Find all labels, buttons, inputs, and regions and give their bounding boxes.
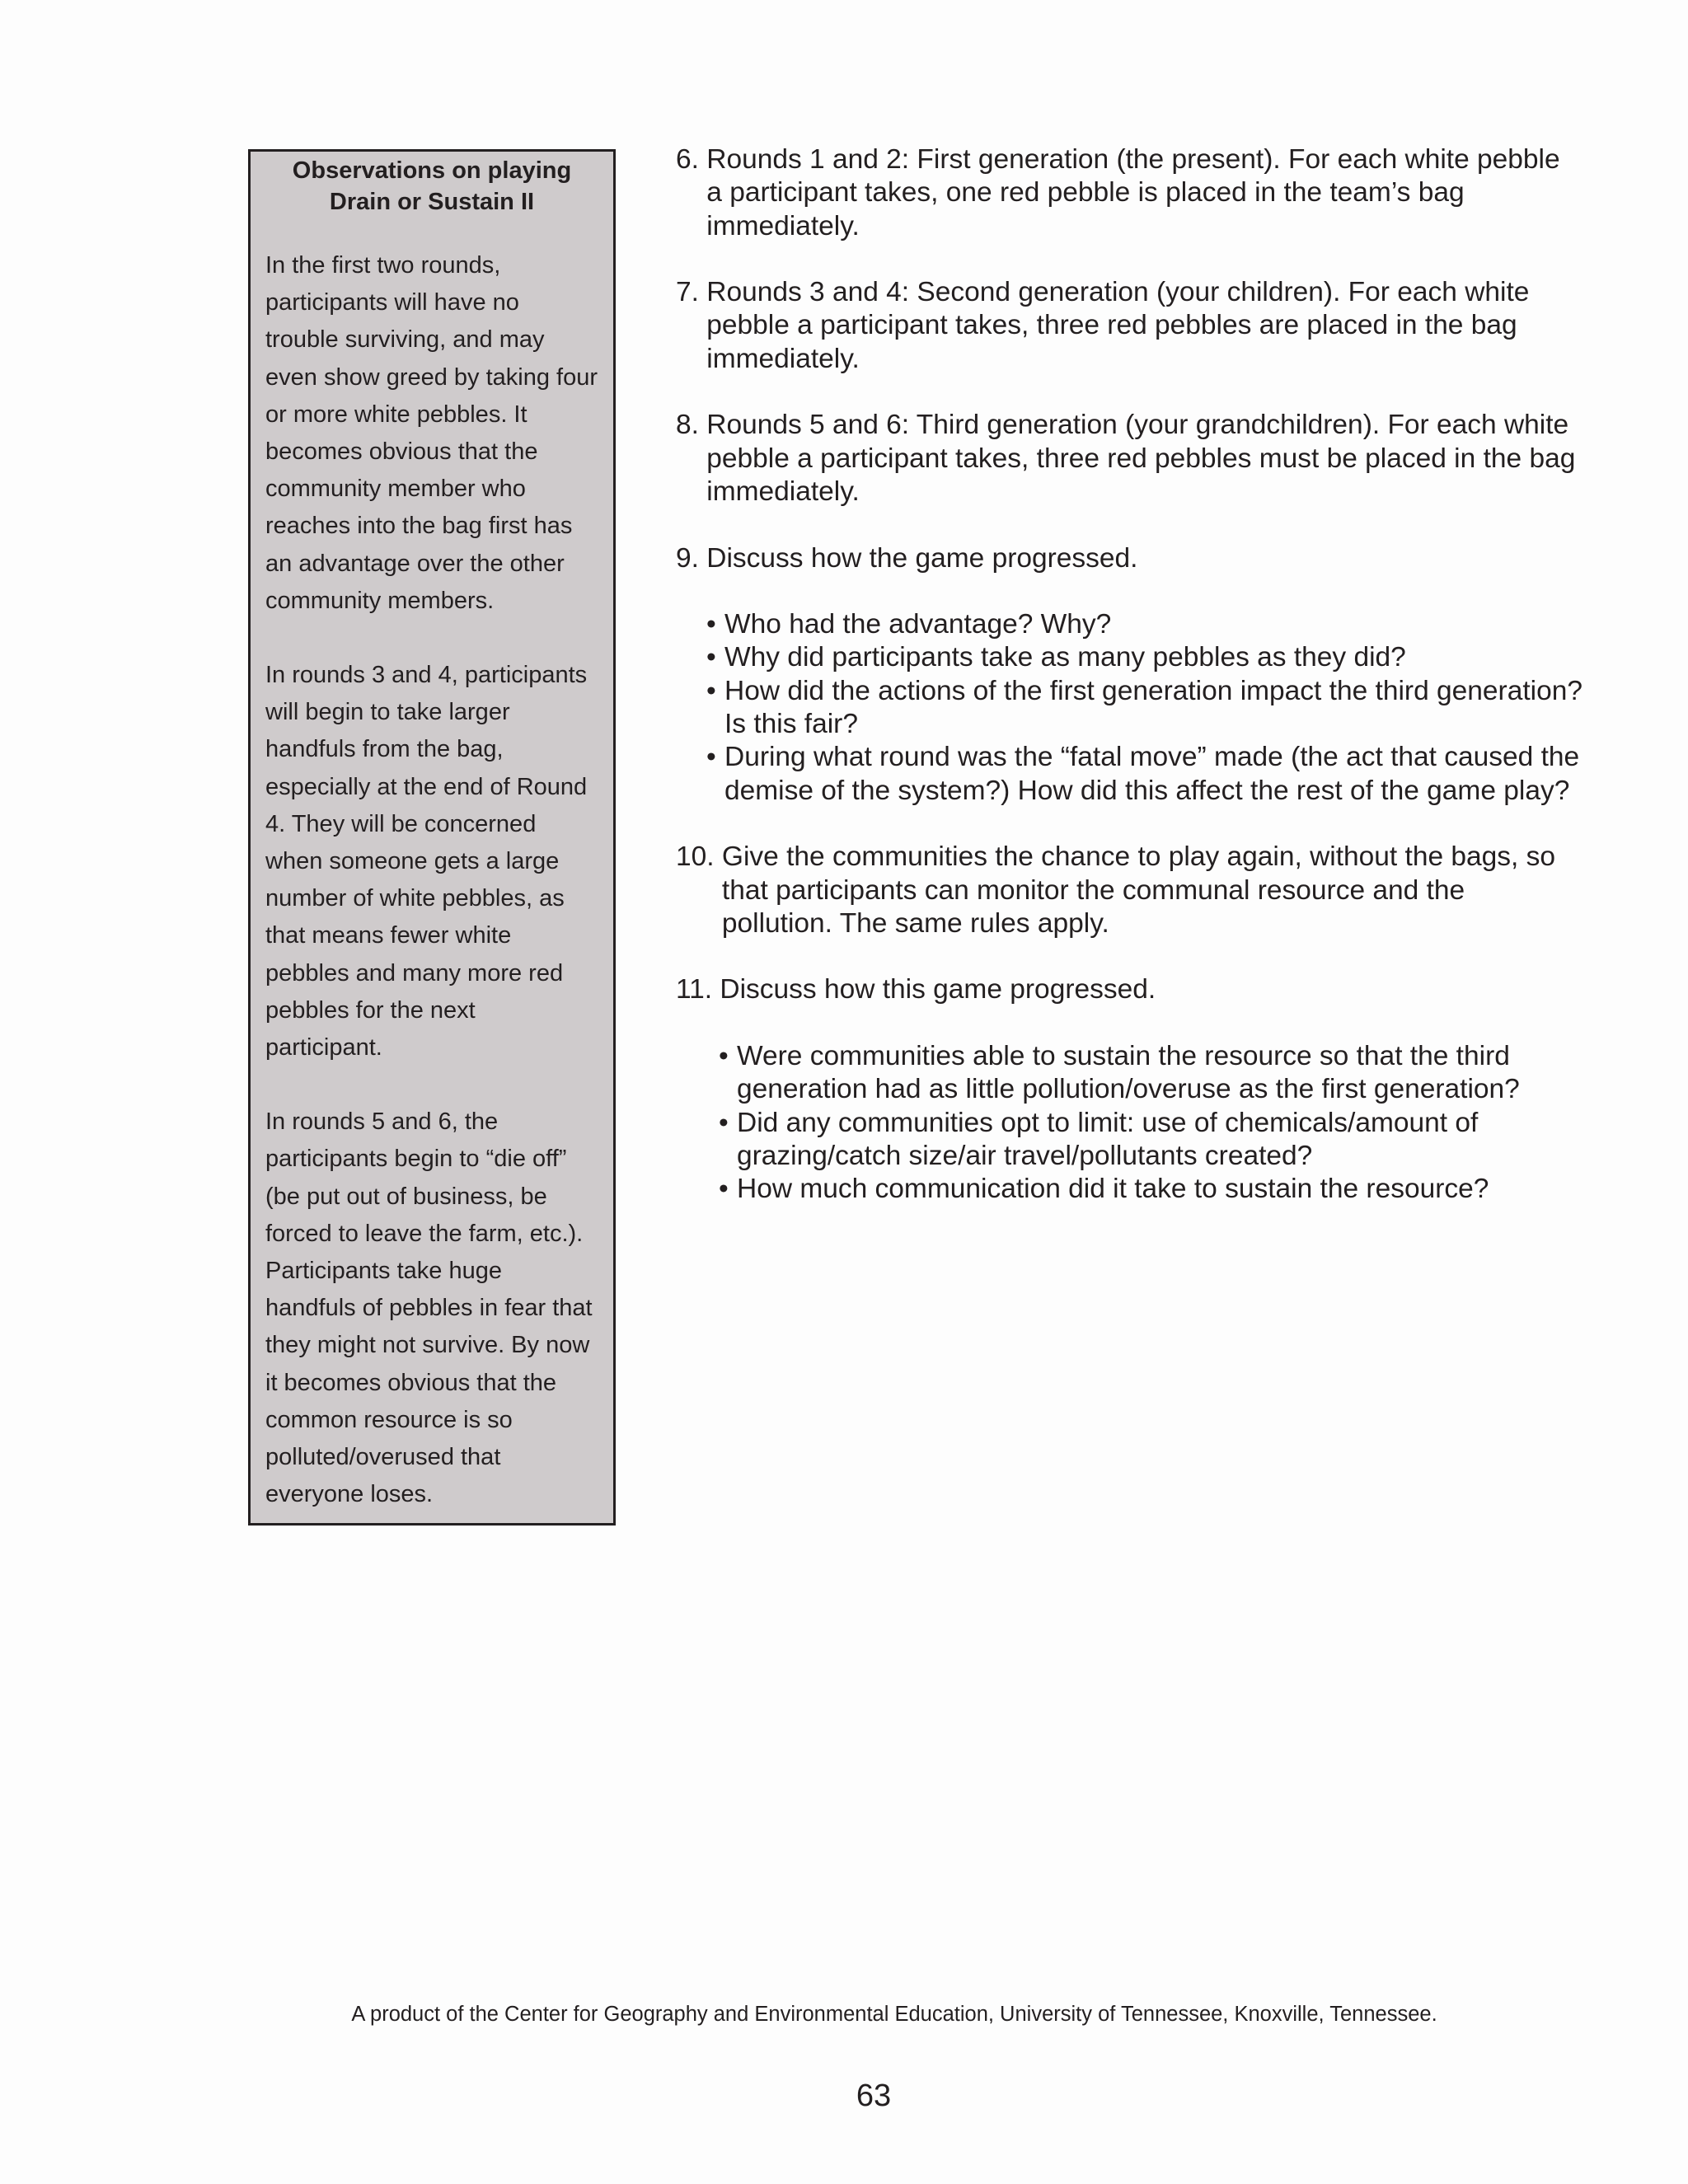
list-item	[719, 1107, 1582, 1174]
step-11	[676, 973, 1582, 1006]
sidebar-paragraph-rounds-3-4: In rounds 3 and 4, participants will begin to take larger handfuls from the bag, especially at the end of Round 4. They will be concerned when someone gets a large number of white pebbles, as that means fewer white pebbles and many more red pebbles for the next participant.	[265, 662, 588, 1062]
bullet-icon: •	[706, 609, 716, 640]
step-8	[676, 409, 1582, 509]
bullet-icon: •	[719, 1041, 729, 1072]
sidebar-title-line-1: Observations on playing	[292, 157, 572, 184]
step-6	[676, 143, 1582, 243]
sidebar-paragraph-rounds-5-6: In rounds 5 and 6, the participants begin to “die off” (be put out of business, be forced to leave the farm, etc.). Participants take huge handfuls of pebbles in fear that they might not survive. By now it becomes obvious that the common resource is so polluted/overused that everyone loses.	[265, 1108, 593, 1508]
question-text: How did the actions of the first generation impact the third generation? Is this fair?	[724, 675, 1582, 740]
step-number: 11.	[676, 974, 720, 1005]
step-7	[676, 276, 1582, 376]
instructions-list	[676, 143, 1582, 1207]
step-10	[676, 841, 1582, 940]
page-number: 63	[856, 2079, 892, 2113]
bullet-icon: •	[719, 1107, 729, 1138]
discussion-questions-second-game	[676, 1040, 1582, 1206]
bullet-icon: •	[706, 742, 716, 773]
list-item	[719, 1173, 1582, 1206]
question-text: During what round was the “fatal move” made (the act that caused the demise of the system?) How did this affect the rest of the game play?	[724, 742, 1580, 806]
sidebar-title-line-2: Drain or Sustain II	[329, 189, 535, 215]
question-text: Who had the advantage? Why?	[724, 609, 1112, 640]
bullet-icon: •	[706, 642, 716, 673]
question-text: Why did participants take as many pebbles as they did?	[724, 642, 1406, 673]
step-text: Discuss how this game progressed.	[720, 974, 1156, 1005]
step-9	[676, 542, 1582, 575]
list-item	[706, 741, 1582, 808]
observations-sidebar	[248, 149, 616, 1526]
list-item	[706, 608, 1582, 641]
step-number: 7.	[676, 277, 707, 308]
step-number: 10.	[676, 841, 722, 873]
step-number: 9.	[676, 542, 707, 574]
bullet-icon: •	[719, 1174, 729, 1205]
discussion-questions-first-game	[676, 608, 1582, 808]
step-text: Rounds 3 and 4: Second generation (your children). For each white pebble a participant takes, three red pebbles are placed in the bag immediately.	[706, 277, 1530, 374]
sidebar-paragraph-rounds-1-2: In the first two rounds, participants will have no trouble surviving, and may even show greed by taking four or more white pebbles. It becomes obvious that the community member who reaches into the bag first has an advantage over the other community members.	[265, 252, 598, 614]
question-text: Did any communities opt to limit: use of chemicals/amount of grazing/catch size/air travel/pollutants created?	[737, 1107, 1479, 1171]
step-number: 6.	[676, 144, 707, 175]
question-text: Were communities able to sustain the resource so that the third generation had as little pollution/overuse as the first generation?	[737, 1041, 1520, 1105]
step-text: Rounds 1 and 2: First generation (the present). For each white pebble a participant takes, one red pebble is placed in the team’s bag immediately.	[706, 144, 1560, 241]
step-number: 8.	[676, 410, 707, 441]
list-item	[719, 1040, 1582, 1107]
list-item	[706, 675, 1582, 742]
step-text: Rounds 5 and 6: Third generation (your grandchildren). For each white pebble a participant takes, three red pebbles must be placed in the bag immediately.	[706, 410, 1576, 507]
step-text: Discuss how the game progressed.	[706, 542, 1138, 574]
question-text: How much communication did it take to sustain the resource?	[737, 1174, 1489, 1205]
step-text: Give the communities the chance to play again, without the bags, so that participants can monitor the communal resource and the pollution. The same rules apply.	[721, 841, 1556, 939]
sidebar-title	[265, 155, 598, 218]
list-item	[706, 641, 1582, 674]
footer-credit: A product of the Center for Geography and Environmental Education, University of Tennessee, Knoxville, Tennessee.	[351, 2003, 1437, 2026]
bullet-icon: •	[706, 675, 716, 706]
